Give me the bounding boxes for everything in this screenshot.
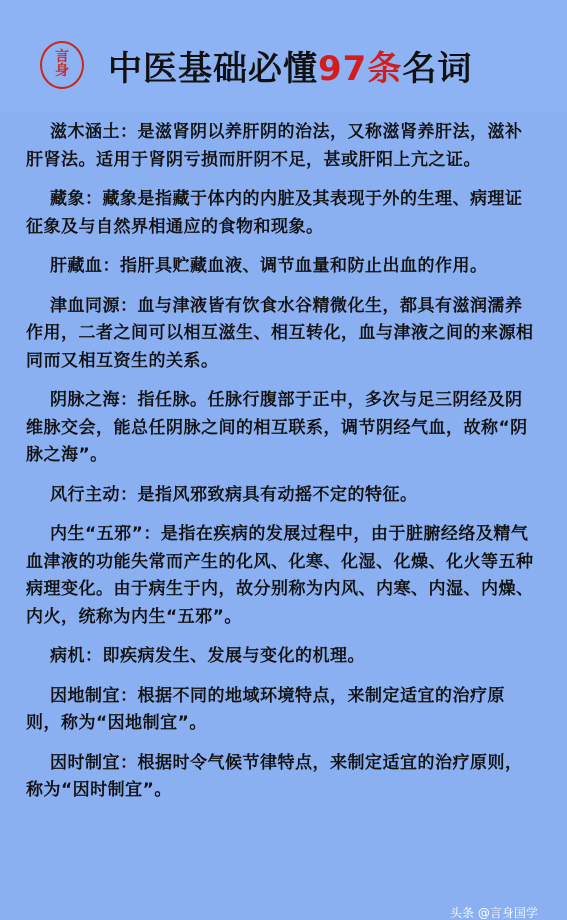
entry-term: 因时制宜： <box>50 752 138 773</box>
watermark: 头条 @言身国学 <box>450 906 538 920</box>
title-number: 97条 <box>318 49 403 89</box>
entry-text: 指任脉。任脉行腹部于正中，多次与足三阴经及阴维脉交会，能总任阴脉之间的相互联系，调节阴经气血，故称“阴脉之海”。 <box>26 390 528 465</box>
entry-item <box>26 253 539 281</box>
entry-item <box>26 521 539 631</box>
entry-item <box>26 643 539 671</box>
header-banner <box>0 0 567 112</box>
seal-bottom-char: 身 <box>55 63 69 79</box>
entry-text: 根据时令气候节律特点，来制定适宜的治疗原则，称为“因时制宜”。 <box>26 752 523 800</box>
entry-term: 病机： <box>50 646 103 666</box>
entry-text: 藏象是指藏于体内的内脏及其表现于外的生理、病理证征象及与自然界相通应的食物和现象。 <box>26 189 523 237</box>
entry-item <box>26 750 539 805</box>
entry-term: 因地制宜： <box>50 685 138 706</box>
entry-text: 血与津液皆有饮食水谷精微化生，都具有滋润濡养作用，二者之间可以相互滋生、相互转化，血与津液之间的来源相同而又相互资生的关系。 <box>26 295 534 371</box>
seal-logo <box>40 41 84 89</box>
entry-item <box>26 482 539 510</box>
entry-term: 津血同源： <box>50 295 138 316</box>
entry-item <box>26 293 539 376</box>
entry-term: 风行主动： <box>50 484 138 505</box>
entry-term: 内生“五邪”： <box>50 524 161 544</box>
entry-text: 指肝具贮藏血液、调节血量和防止出血的作用。 <box>120 256 488 276</box>
entry-item <box>26 683 539 738</box>
entry-term: 藏象： <box>50 189 103 209</box>
entry-text: 是指在疾病的发展过程中，由于脏腑经络及精气血津液的功能失常而产生的化风、化寒、化湿、化燥、化火等五种病理变化。由于病生于内，故分别称为内风、内寒、内湿、内燥、内火，统称为内生“五邪”。 <box>26 524 534 627</box>
entry-text: 是滋肾阴以养肝阴的治法，又称滋肾养肝法，滋补肝肾法。适用于肾阴亏损而肝阴不足，甚或肝阳上亢之证。 <box>26 122 523 170</box>
entry-item <box>26 387 539 470</box>
entry-list <box>0 119 567 805</box>
entry-term: 阴脉之海： <box>50 390 138 410</box>
entry-text: 是指风邪致病具有动摇不定的特征。 <box>137 484 418 505</box>
title-suffix: 名词 <box>402 49 473 89</box>
title-prefix: 中医基础必懂 <box>108 49 318 89</box>
entry-term: 肝藏血： <box>50 256 120 276</box>
entry-term: 滋木涵土： <box>50 122 138 142</box>
seal-top-char: 言 <box>55 49 69 65</box>
entry-text: 根据不同的地域环境特点，来制定适宜的治疗原则，称为“因地制宜”。 <box>26 685 505 733</box>
page-title <box>108 45 472 93</box>
entry-item <box>26 186 539 241</box>
entry-item <box>26 119 539 174</box>
entry-text: 即疾病发生、发展与变化的机理。 <box>102 646 365 666</box>
